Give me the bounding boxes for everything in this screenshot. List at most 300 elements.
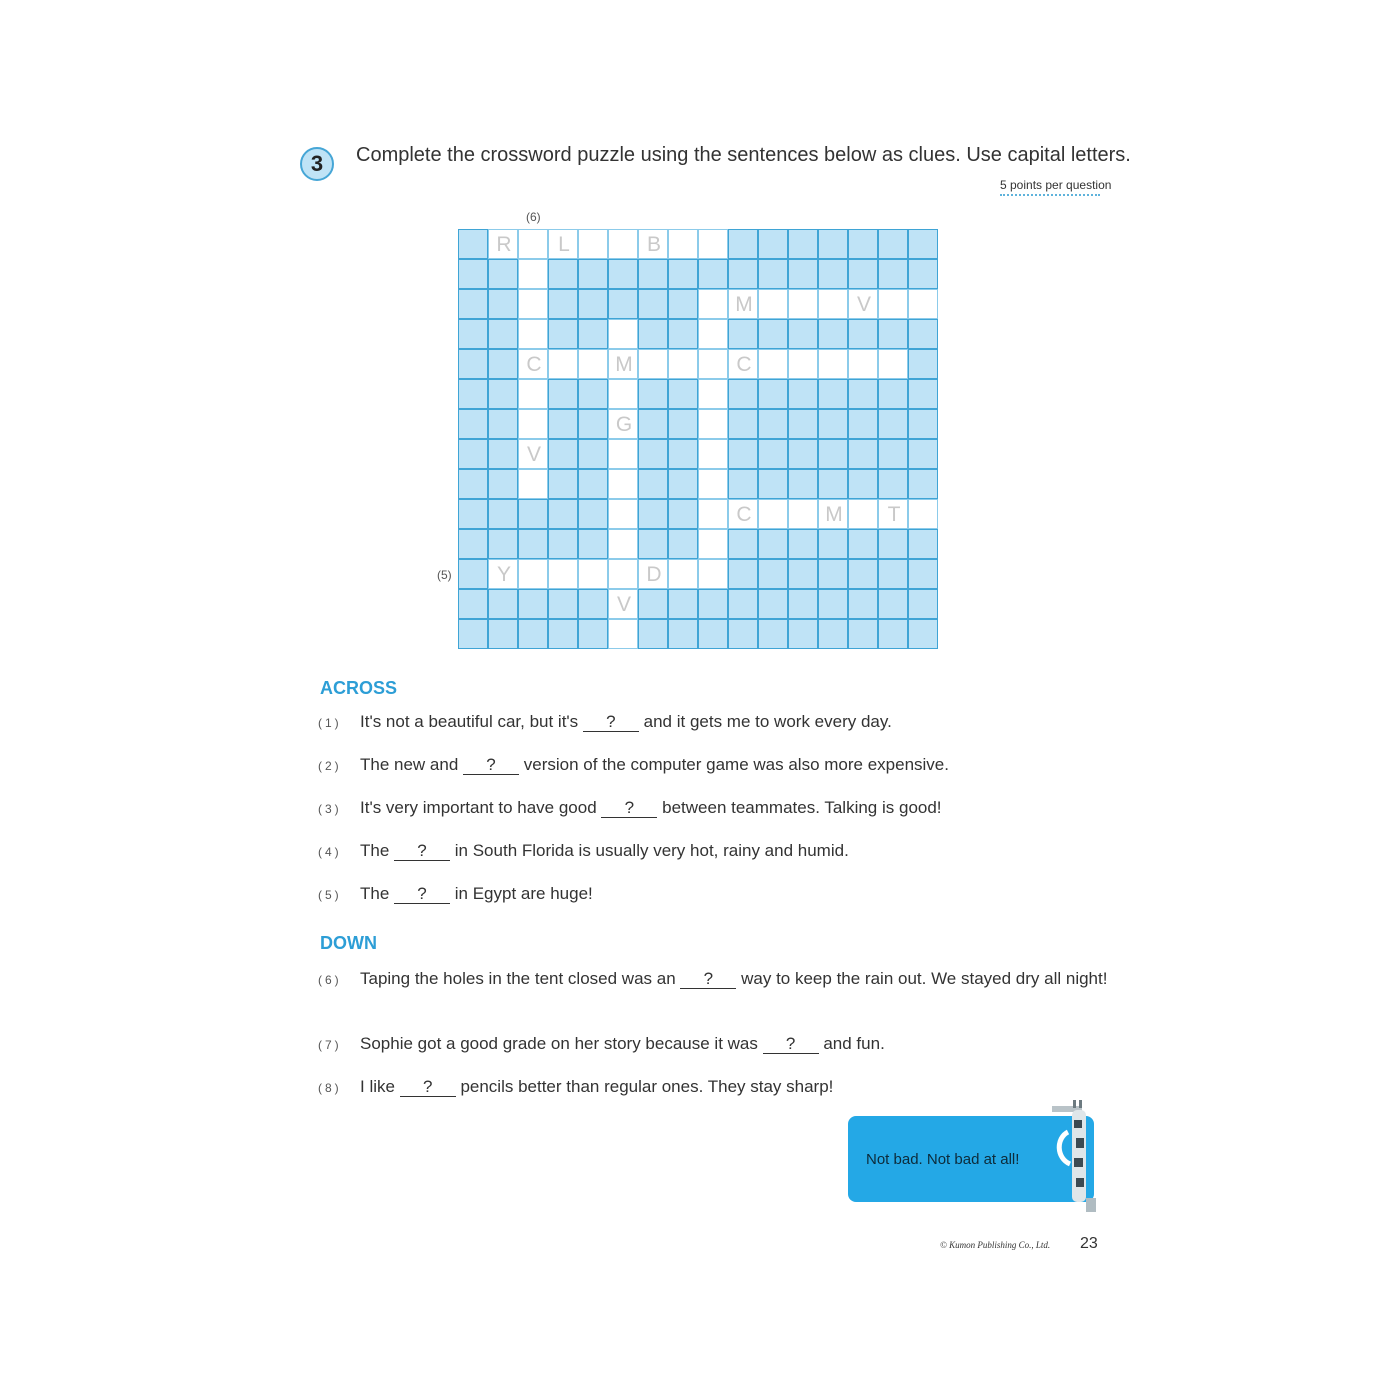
blocked-cell [788, 229, 818, 259]
answer-cell[interactable] [608, 619, 638, 649]
blocked-cell [758, 409, 788, 439]
blocked-cell [638, 619, 668, 649]
blocked-cell [458, 319, 488, 349]
clue-number: (3) [318, 802, 342, 816]
blocked-cell [638, 259, 668, 289]
clue-number: (8) [318, 1081, 342, 1095]
hint-letter: T [887, 503, 901, 526]
blocked-cell [638, 469, 668, 499]
blocked-cell [878, 589, 908, 619]
blocked-cell [578, 499, 608, 529]
answer-cell[interactable] [878, 289, 908, 319]
hint-letter: V [526, 443, 541, 466]
blocked-cell [668, 589, 698, 619]
blocked-cell [668, 499, 698, 529]
hint-letter: C [526, 353, 542, 376]
blocked-cell [788, 259, 818, 289]
hint-letter: D [646, 563, 662, 586]
hint-letter: V [856, 293, 871, 316]
cell-number-5: (5) [437, 568, 452, 582]
blocked-cell [638, 589, 668, 619]
clue-text-after: pencils better than regular ones. They stay sharp! [460, 1077, 834, 1096]
hint-letter: V [616, 593, 631, 616]
blocked-cell [878, 379, 908, 409]
answer-cell[interactable] [608, 469, 638, 499]
hint-letter: C [736, 353, 752, 376]
answer-blank: ? [583, 713, 639, 732]
speech-bubble-text: Not bad. Not bad at all! [866, 1151, 1020, 1168]
blocked-cell [788, 589, 818, 619]
answer-blank: ? [394, 842, 450, 861]
blocked-cell [578, 469, 608, 499]
blocked-cell [788, 379, 818, 409]
blocked-cell [548, 469, 578, 499]
answer-cell[interactable] [698, 379, 728, 409]
blocked-cell [908, 559, 938, 589]
blocked-cell [638, 439, 668, 469]
answer-cell[interactable] [488, 229, 518, 259]
blocked-cell [638, 319, 668, 349]
answer-cell[interactable] [518, 469, 548, 499]
blocked-cell [758, 529, 788, 559]
answer-cell[interactable] [608, 409, 638, 439]
clue-text-before: The new and [360, 755, 459, 774]
answer-blank: ? [394, 885, 450, 904]
points-label: 5 points per question [1000, 178, 1100, 196]
blocked-cell [878, 469, 908, 499]
clue-text-after: in South Florida is usually very hot, rainy and humid. [454, 841, 849, 860]
clue-number: (2) [318, 759, 342, 773]
answer-cell[interactable] [608, 559, 638, 589]
blocked-cell [878, 229, 908, 259]
blocked-cell [908, 379, 938, 409]
blocked-cell [878, 619, 908, 649]
answer-cell[interactable] [758, 499, 788, 529]
instructions-text: Complete the crossword puzzle using the sentences below as clues. Use capital letters. [356, 144, 1131, 166]
blocked-cell [488, 619, 518, 649]
blocked-cell [758, 259, 788, 289]
blocked-cell [788, 319, 818, 349]
blocked-cell [878, 439, 908, 469]
clue-text-before: Sophie got a good grade on her story because it was [360, 1034, 758, 1053]
across-clue-2 [318, 753, 1108, 776]
blocked-cell [758, 469, 788, 499]
blocked-cell [728, 559, 758, 589]
answer-cell[interactable] [668, 229, 698, 259]
clue-number: (6) [318, 973, 342, 987]
answer-cell[interactable] [788, 349, 818, 379]
blocked-cell [818, 469, 848, 499]
blocked-cell [638, 289, 668, 319]
blocked-cell [818, 229, 848, 259]
blocked-cell [728, 319, 758, 349]
blocked-cell [578, 529, 608, 559]
answer-cell[interactable] [518, 259, 548, 289]
answer-cell[interactable] [878, 499, 908, 529]
blocked-cell [728, 259, 758, 289]
blocked-cell [758, 229, 788, 259]
blocked-cell [728, 619, 758, 649]
clue-text-before: The [360, 841, 390, 860]
across-clue-3 [318, 796, 1108, 819]
clue-text-before: It's not a beautiful car, but it's [360, 712, 579, 731]
blocked-cell [848, 619, 878, 649]
blocked-cell [518, 529, 548, 559]
answer-blank: ? [463, 756, 519, 775]
blocked-cell [818, 379, 848, 409]
answer-cell[interactable] [608, 439, 638, 469]
answer-cell[interactable] [698, 439, 728, 469]
blocked-cell [488, 379, 518, 409]
answer-cell[interactable] [518, 289, 548, 319]
blocked-cell [488, 289, 518, 319]
blocked-cell [848, 559, 878, 589]
clue-text [360, 1075, 1108, 1098]
blocked-cell [878, 529, 908, 559]
blocked-cell [518, 619, 548, 649]
blocked-cell [728, 409, 758, 439]
blocked-cell [728, 529, 758, 559]
blocked-cell [458, 259, 488, 289]
blocked-cell [488, 439, 518, 469]
clue-text [360, 1032, 1108, 1055]
blocked-cell [818, 409, 848, 439]
blocked-cell [638, 529, 668, 559]
blocked-cell [518, 499, 548, 529]
answer-cell[interactable] [848, 289, 878, 319]
blocked-cell [908, 319, 938, 349]
blocked-cell [788, 619, 818, 649]
clue-text-before: I like [360, 1077, 395, 1096]
down-heading: DOWN [320, 933, 377, 953]
clue-text-after: and it gets me to work every day. [643, 712, 892, 731]
answer-cell[interactable] [638, 229, 668, 259]
blocked-cell [848, 409, 878, 439]
answer-cell[interactable] [698, 559, 728, 589]
answer-cell[interactable] [848, 499, 878, 529]
clue-number: (4) [318, 845, 342, 859]
answer-cell[interactable] [638, 349, 668, 379]
blocked-cell [908, 529, 938, 559]
blocked-cell [458, 229, 488, 259]
blocked-cell [788, 469, 818, 499]
blocked-cell [908, 259, 938, 289]
blocked-cell [638, 379, 668, 409]
answer-cell[interactable] [518, 409, 548, 439]
blocked-cell [548, 439, 578, 469]
clue-text [360, 796, 1108, 819]
clue-text-after: in Egypt are huge! [454, 884, 593, 903]
blocked-cell [458, 619, 488, 649]
answer-cell[interactable] [608, 379, 638, 409]
down-clue-1 [318, 967, 1108, 990]
answer-cell[interactable] [698, 499, 728, 529]
blocked-cell [458, 469, 488, 499]
answer-cell[interactable] [638, 559, 668, 589]
blocked-cell [458, 289, 488, 319]
answer-cell[interactable] [608, 319, 638, 349]
blocked-cell [548, 499, 578, 529]
answer-blank: ? [763, 1035, 819, 1054]
blocked-cell [518, 589, 548, 619]
across-heading: ACROSS [320, 678, 398, 698]
blocked-cell [788, 439, 818, 469]
clue-text [360, 753, 1108, 776]
blocked-cell [878, 409, 908, 439]
blocked-cell [548, 319, 578, 349]
blocked-cell [578, 289, 608, 319]
answer-cell[interactable] [488, 559, 518, 589]
blocked-cell [728, 229, 758, 259]
blocked-cell [878, 319, 908, 349]
hint-letter: G [615, 413, 633, 436]
blocked-cell [758, 379, 788, 409]
blocked-cell [818, 589, 848, 619]
blocked-cell [668, 439, 698, 469]
clue-text [360, 967, 1108, 990]
blocked-cell [458, 349, 488, 379]
blocked-cell [488, 409, 518, 439]
blocked-cell [728, 439, 758, 469]
answer-cell[interactable] [518, 559, 548, 589]
hint-letter: M [615, 353, 633, 376]
blocked-cell [728, 379, 758, 409]
blocked-cell [788, 559, 818, 589]
answer-cell[interactable] [668, 349, 698, 379]
answer-cell[interactable] [698, 319, 728, 349]
answer-cell[interactable] [608, 529, 638, 559]
answer-cell[interactable] [668, 559, 698, 589]
blocked-cell [908, 589, 938, 619]
blocked-cell [848, 229, 878, 259]
blocked-cell [578, 439, 608, 469]
answer-cell[interactable] [818, 499, 848, 529]
blocked-cell [818, 439, 848, 469]
answer-cell[interactable] [608, 229, 638, 259]
blocked-cell [578, 379, 608, 409]
clue-text-before: It's very important to have good [360, 798, 597, 817]
clue-text-after: way to keep the rain out. We stayed dry all night! [741, 969, 1108, 988]
blocked-cell [458, 589, 488, 619]
blocked-cell [908, 229, 938, 259]
blocked-cell [668, 259, 698, 289]
clue-text [360, 882, 1108, 905]
hint-letter: L [558, 233, 570, 256]
blocked-cell [638, 409, 668, 439]
clue-text-before: Taping the holes in the tent closed was an [360, 969, 676, 988]
blocked-cell [698, 259, 728, 289]
blocked-cell [728, 589, 758, 619]
blocked-cell [668, 319, 698, 349]
blocked-cell [548, 529, 578, 559]
blocked-cell [818, 559, 848, 589]
blocked-cell [488, 259, 518, 289]
blocked-cell [488, 319, 518, 349]
answer-cell[interactable] [908, 289, 938, 319]
answer-cell[interactable] [788, 289, 818, 319]
answer-cell[interactable] [518, 349, 548, 379]
answer-cell[interactable] [698, 289, 728, 319]
hint-letter: B [646, 233, 661, 256]
blocked-cell [458, 379, 488, 409]
blocked-cell [908, 439, 938, 469]
answer-cell[interactable] [518, 379, 548, 409]
answer-cell[interactable] [548, 349, 578, 379]
page-number: 23 [1080, 1235, 1098, 1252]
blocked-cell [848, 379, 878, 409]
blocked-cell [818, 619, 848, 649]
blocked-cell [848, 469, 878, 499]
blocked-cell [758, 589, 788, 619]
blocked-cell [458, 559, 488, 589]
answer-cell[interactable] [698, 349, 728, 379]
across-clue-1 [318, 710, 1108, 733]
answer-cell[interactable] [698, 229, 728, 259]
blocked-cell [668, 409, 698, 439]
blocked-cell [488, 529, 518, 559]
clue-text-after: between teammates. Talking is good! [662, 798, 942, 817]
blocked-cell [488, 499, 518, 529]
answer-cell[interactable] [548, 229, 578, 259]
blocked-cell [608, 259, 638, 289]
blocked-cell [758, 559, 788, 589]
answer-cell[interactable] [758, 349, 788, 379]
blocked-cell [638, 499, 668, 529]
blocked-cell [878, 559, 908, 589]
blocked-cell [458, 439, 488, 469]
answer-cell[interactable] [758, 289, 788, 319]
blocked-cell [788, 529, 818, 559]
cell-number-6: (6) [526, 210, 541, 224]
answer-cell[interactable] [518, 229, 548, 259]
clue-text-after: version of the computer game was also more expensive. [523, 755, 949, 774]
answer-cell[interactable] [848, 349, 878, 379]
across-clue-4 [318, 839, 1108, 862]
blocked-cell [608, 289, 638, 319]
blocked-cell [818, 259, 848, 289]
blocked-cell [788, 409, 818, 439]
blocked-cell [548, 409, 578, 439]
answer-cell[interactable] [728, 349, 758, 379]
answer-cell[interactable] [608, 589, 638, 619]
blocked-cell [578, 589, 608, 619]
answer-cell[interactable] [578, 349, 608, 379]
blocked-cell [668, 379, 698, 409]
down-clue-2 [318, 1032, 1108, 1055]
blocked-cell [878, 259, 908, 289]
blocked-cell [578, 259, 608, 289]
blocked-cell [548, 379, 578, 409]
blocked-cell [908, 349, 938, 379]
clue-text [360, 710, 1108, 733]
blocked-cell [728, 469, 758, 499]
copyright-text: © Kumon Publishing Co., Ltd. [940, 1240, 1051, 1250]
answer-cell[interactable] [878, 349, 908, 379]
blocked-cell [908, 409, 938, 439]
answer-blank: ? [601, 799, 657, 818]
hint-letter: R [496, 233, 512, 256]
clue-number: (7) [318, 1038, 342, 1052]
hint-letter: M [735, 293, 753, 316]
blocked-cell [458, 409, 488, 439]
answer-cell[interactable] [908, 499, 938, 529]
blocked-cell [758, 439, 788, 469]
blocked-cell [488, 469, 518, 499]
down-clue-3 [318, 1075, 1108, 1098]
blocked-cell [548, 619, 578, 649]
across-clue-5 [318, 882, 1108, 905]
blocked-cell [488, 589, 518, 619]
answer-cell[interactable] [728, 289, 758, 319]
blocked-cell [908, 619, 938, 649]
clue-text [360, 839, 1108, 862]
answer-cell[interactable] [818, 349, 848, 379]
blocked-cell [548, 589, 578, 619]
blocked-cell [458, 499, 488, 529]
blocked-cell [908, 469, 938, 499]
blocked-cell [668, 289, 698, 319]
blocked-cell [548, 259, 578, 289]
blocked-cell [548, 289, 578, 319]
question-number-badge: 3 [300, 147, 334, 181]
answer-cell[interactable] [818, 289, 848, 319]
answer-blank: ? [680, 970, 736, 989]
blocked-cell [698, 619, 728, 649]
blocked-cell [668, 469, 698, 499]
answer-cell[interactable] [698, 409, 728, 439]
hint-letter: C [736, 503, 752, 526]
answer-cell[interactable] [788, 499, 818, 529]
answer-cell[interactable] [698, 469, 728, 499]
blocked-cell [458, 529, 488, 559]
crossword-grid [458, 229, 940, 651]
answer-cell[interactable] [578, 559, 608, 589]
clue-number: (5) [318, 888, 342, 902]
answer-cell[interactable] [578, 229, 608, 259]
clue-number: (1) [318, 716, 342, 730]
answer-cell[interactable] [518, 439, 548, 469]
giraffe-icon [1046, 1098, 1106, 1214]
blocked-cell [578, 409, 608, 439]
hint-letter: Y [496, 563, 511, 586]
hint-letter: M [825, 503, 843, 526]
blocked-cell [578, 319, 608, 349]
answer-blank: ? [400, 1078, 456, 1097]
blocked-cell [758, 319, 788, 349]
blocked-cell [848, 319, 878, 349]
blocked-cell [818, 319, 848, 349]
blocked-cell [668, 619, 698, 649]
answer-cell[interactable] [518, 319, 548, 349]
blocked-cell [848, 439, 878, 469]
answer-cell[interactable] [698, 529, 728, 559]
answer-cell[interactable] [608, 499, 638, 529]
blocked-cell [848, 589, 878, 619]
answer-cell[interactable] [608, 349, 638, 379]
blocked-cell [698, 589, 728, 619]
answer-cell[interactable] [728, 499, 758, 529]
blocked-cell [758, 619, 788, 649]
blocked-cell [668, 529, 698, 559]
clue-text-before: The [360, 884, 390, 903]
blocked-cell [488, 349, 518, 379]
clue-text-after: and fun. [823, 1034, 885, 1053]
blocked-cell [848, 529, 878, 559]
answer-cell[interactable] [548, 559, 578, 589]
blocked-cell [578, 619, 608, 649]
blocked-cell [848, 259, 878, 289]
blocked-cell [818, 529, 848, 559]
